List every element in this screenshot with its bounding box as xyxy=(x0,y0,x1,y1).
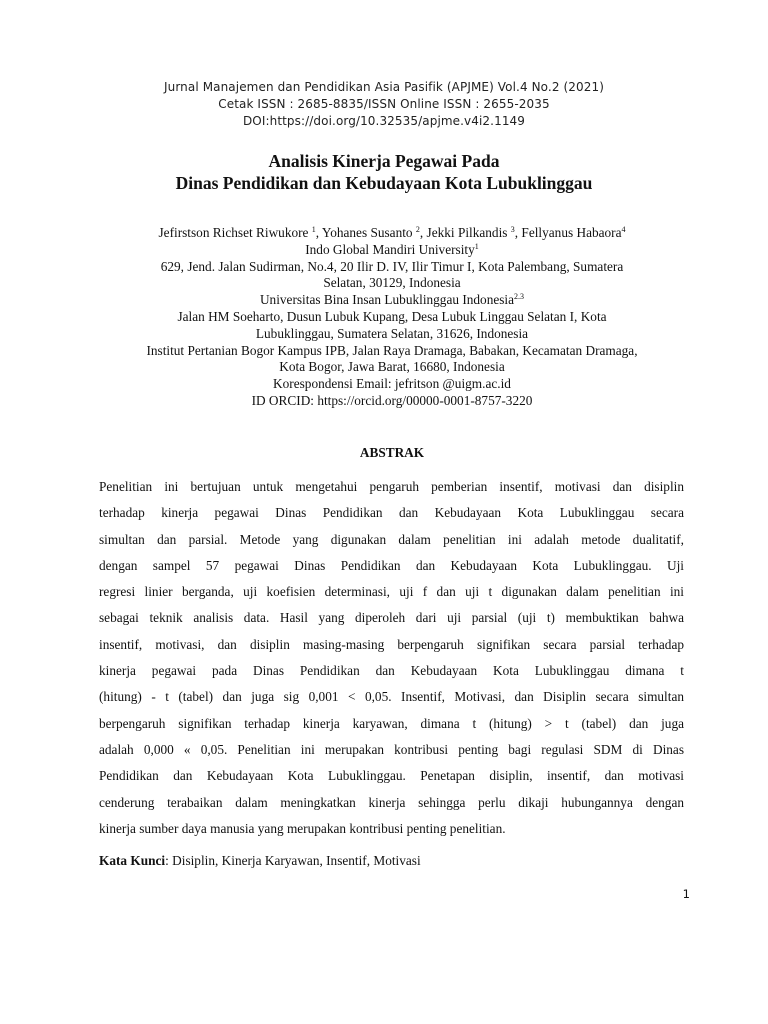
author-block xyxy=(0,225,768,410)
author-affiliation-marker: 2 xyxy=(415,225,420,234)
journal-name-line: Jurnal Manajemen dan Pendidikan Asia Pasifik (APJME) Vol.4 No.2 (2021) xyxy=(164,80,604,94)
author-list xyxy=(0,225,768,242)
author-affiliation-marker: 1 xyxy=(311,225,316,234)
journal-header xyxy=(0,79,768,130)
abstract-line: dengan sampel 57 pegawai Dinas Pendidikan dan Kebudayaan Kota Lubuklinggau. Uji xyxy=(99,557,684,573)
affiliation-address: Selatan, 30129, Indonesia xyxy=(323,275,461,291)
author-affiliation-marker: 3 xyxy=(510,225,515,234)
abstract-line: Pendidikan dan Kebudayaan Kota Lubuklinggau. Penetapan disiplin, insentif, dan motivasi xyxy=(99,768,684,784)
affiliation-name xyxy=(0,292,768,309)
affiliation-name xyxy=(0,242,768,259)
abstract-line: regresi linier berganda, uji koefisien determinasi, uji f dan uji t digunakan dalam penelitian ini xyxy=(99,584,684,600)
abstract-line: terhadap kinerja pegawai Dinas Pendidikan dan Kebudayaan Kota Lubuklinggau secara xyxy=(99,505,684,521)
page-number: 1 xyxy=(682,887,690,901)
abstract-line: kinerja sumber daya manusia yang merupakan kontribusi penting penelitian. xyxy=(99,820,506,836)
affiliation-marker: 1 xyxy=(474,241,479,251)
abstract-body xyxy=(99,474,684,842)
author-name: , Jekki Pilkandis xyxy=(419,225,508,240)
keywords-label: Kata Kunci xyxy=(99,853,166,868)
correspondence-email: Korespondensi Email: jefritson @uigm.ac.id xyxy=(273,376,511,392)
abstract-line: cenderung terabaikan dalam meningkatkan kinerja sehingga perlu dikaji hubungannya dengan xyxy=(99,794,684,810)
doi-line: DOI:https://doi.org/10.32535/apjme.v4i2.1149 xyxy=(242,114,526,128)
paper-title xyxy=(0,150,768,194)
title-line-1: Analisis Kinerja Pegawai Pada xyxy=(268,151,500,171)
affiliation-address: Institut Pertanian Bogor Kampus IPB, Jalan Raya Dramaga, Babakan, Kecamatan Dramaga, xyxy=(146,342,638,358)
author-affiliation-marker: 4 xyxy=(621,225,626,234)
affiliation-address: Lubuklinggau, Sumatera Selatan, 31626, Indonesia xyxy=(255,325,529,341)
keywords xyxy=(99,852,684,869)
affiliation-address: Jalan HM Soeharto, Dusun Lubuk Kupang, Desa Lubuk Linggau Selatan I, Kota xyxy=(177,308,607,324)
abstract-line: (hitung) - t (tabel) dan juga sig 0,001 < 0,05. Insentif, Motivasi, dan Disiplin secara simultan xyxy=(99,689,684,705)
abstract-line: kinerja pegawai pada Dinas Pendidikan dan Kebudayaan Kota Lubuklinggau dimana t xyxy=(99,663,684,679)
affiliation-name-text: Indo Global Mandiri University xyxy=(305,241,475,257)
abstract-line: Penelitian ini bertujuan untuk mengetahui pengaruh pemberian insentif, motivasi dan disiplin xyxy=(99,479,684,494)
orcid-line: ID ORCID: https://orcid.org/00000-0001-8757-3220 xyxy=(251,392,533,408)
keywords-value: : Disiplin, Kinerja Karyawan, Insentif, Motivasi xyxy=(165,853,421,868)
affiliation-address: 629, Jend. Jalan Sudirman, No.4, 20 Ilir D. IV, Ilir Timur I, Kota Palembang, Sumatera xyxy=(160,258,624,274)
author-name: , Fellyanus Habaora xyxy=(514,225,622,240)
affiliation-marker: 2.3 xyxy=(514,292,525,302)
abstract-line: adalah 0,000 « 0,05. Penelitian ini merupakan kontribusi penting bagi regulasi SDM di Dinas xyxy=(99,741,684,757)
issn-line: Cetak ISSN : 2685-8835/ISSN Online ISSN : 2655-2035 xyxy=(218,97,550,111)
author-name: , Yohanes Susanto xyxy=(315,225,413,240)
affiliation-address: Kota Bogor, Jawa Barat, 16680, Indonesia xyxy=(279,359,505,375)
abstract-line: berpengaruh signifikan terhadap kinerja karyawan, dimana t (hitung) > t (tabel) dan juga xyxy=(99,715,684,731)
title-line-2: Dinas Pendidikan dan Kebudayaan Kota Lubuklinggau xyxy=(175,173,593,193)
abstract-line: insentif, motivasi, dan disiplin masing-masing berpengaruh signifikan secara parsial terhadap xyxy=(99,636,684,652)
affiliation-name-text: Universitas Bina Insan Lubuklinggau Indonesia xyxy=(259,292,515,308)
abstract-line: simultan dan parsial. Metode yang digunakan dalam penelitian ini adalah metode dualitatif, xyxy=(99,531,684,547)
author-name: Jefirstson Richset Riwukore xyxy=(158,225,309,240)
abstract-line: sebagai teknik analisis data. Hasil yang diperoleh dari uji parsial (uji t) membuktikan bahwa xyxy=(99,610,684,626)
abstract-heading: ABSTRAK xyxy=(359,445,425,460)
